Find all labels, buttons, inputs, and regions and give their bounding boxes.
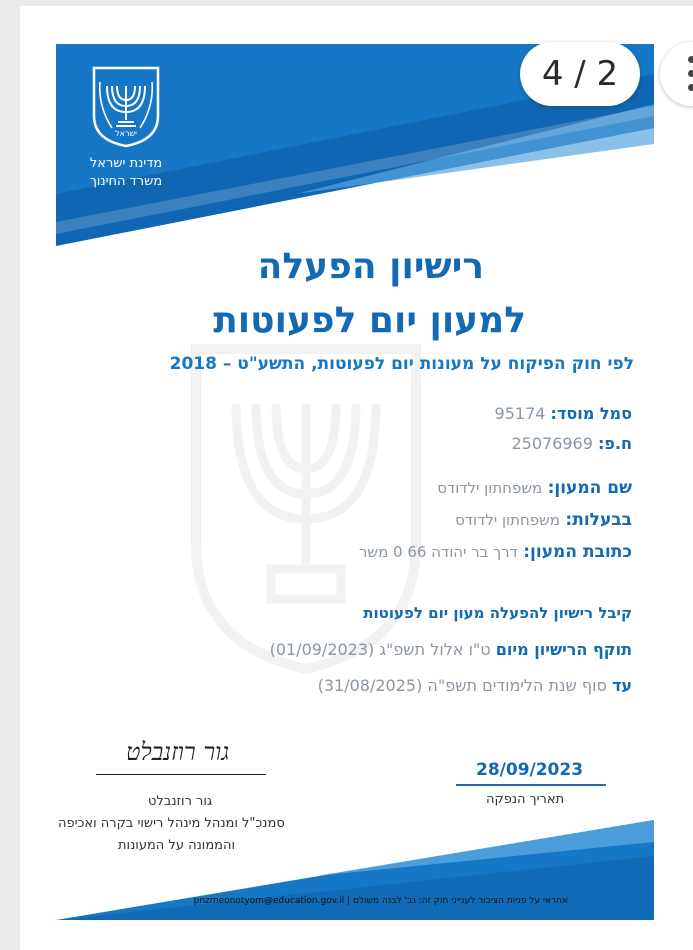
issue-date: 28/09/2023 [476,760,584,780]
company-number-row [511,434,632,453]
contact-email: pnzmeonotyom@education.gov.il [193,896,345,906]
document-subtitle: לפי חוק הפיקוח על מעונות יום לפעוטות, התשע"ט – 2018 [169,354,634,374]
page-indicator-text: 4 / 2 [541,54,619,94]
license-until-label: עד [611,676,632,695]
license-until-value: סוף שנת הלימודים תשפ"ה (31/08/2025) [317,676,607,695]
institution-code-label: סמל מוסד: [550,404,632,423]
ministry-line-1: מדינת ישראל [89,156,163,171]
emblem-text: ישראל [115,129,137,138]
signer-name: גור רוזנבלט [148,794,213,809]
institution-code-value: 95174 [494,404,546,423]
ministry-line-2: משרד החינוך [89,174,163,189]
bottom-note-separator: | [344,896,351,906]
issue-date-label: תאריך הנפקה [486,792,565,807]
company-number-value: 25076969 [511,434,593,453]
document-title-line-2: למעון יום לפעוטות [213,300,526,341]
page-indicator[interactable] [520,42,640,106]
daycare-name-label: שם המעון: [547,478,632,498]
signer-title-2: והממונה על המעונות [118,838,236,853]
address-value: דרך בר יהודה 66 0 משר [358,543,518,561]
watermark-emblem [186,344,426,674]
menu-dot-icon [688,70,693,77]
menu-dot-icon [688,84,693,91]
bottom-note [194,896,568,906]
owner-row [455,510,632,530]
menu-dot-icon [688,56,693,63]
institution-code-row [495,404,632,423]
license-valid-label: תוקף הרישיון מיום [495,640,632,659]
address-label: כתובת המעון: [523,542,632,562]
daycare-name-row [437,478,632,498]
signature-handwritten: גור רוזנבלט [126,738,230,766]
owner-label: בבעלות: [565,510,632,530]
license-valid-row [270,640,632,659]
address-row [359,542,632,562]
document-title-line-1: רישיון הפעלה [257,246,484,287]
signer-title-1: סמנכ"ל ומנהל מינהל רישוי בקרה ואכיפה [58,816,285,831]
company-number-label: ח.פ: [598,434,632,453]
license-document [56,44,654,920]
owner-value: משפחתון ילדודס [455,511,560,529]
license-received-text: קיבל רישיון להפעלה מעון יום לפעוטות [363,604,632,622]
signature-underline [96,774,266,775]
daycare-name-value: משפחתון ילדודס [437,479,543,497]
israel-emblem-icon [90,66,162,148]
license-until-row [318,676,632,695]
bottom-note-text: אחראי על פניות הציבור לענייני חוק זה: גב' לבנה משולם [352,896,568,906]
license-valid-value: ט"ו אלול תשפ"ג (01/09/2023) [269,640,491,659]
